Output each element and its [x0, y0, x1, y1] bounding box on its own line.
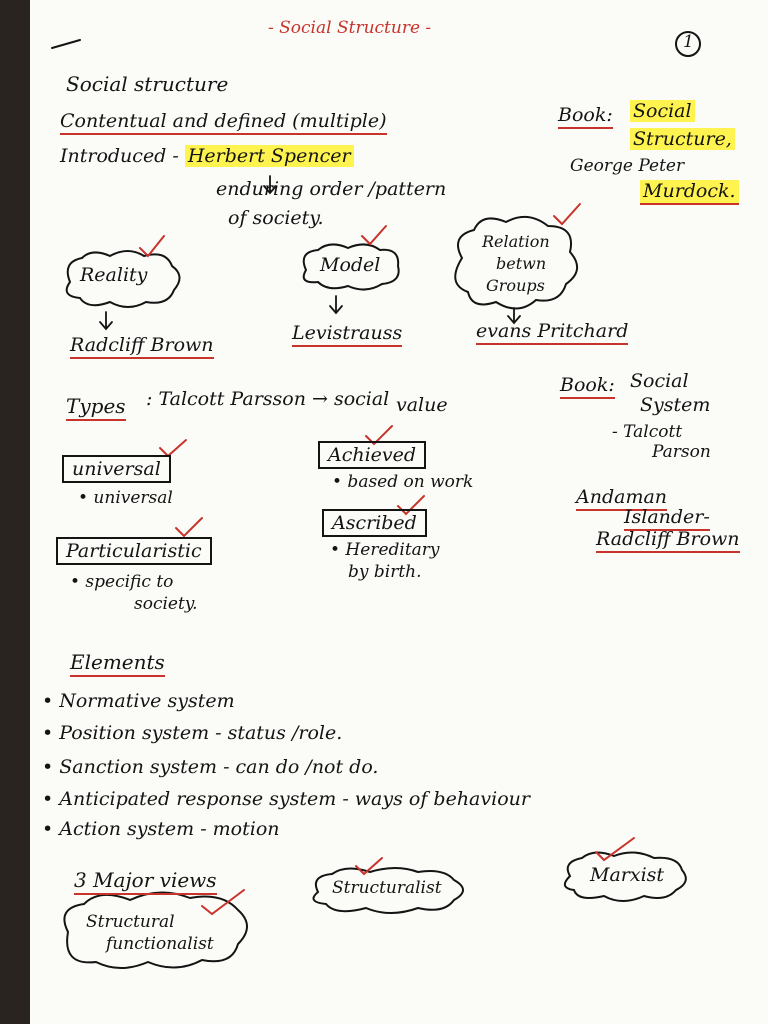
- element-item-2: • Position system - status /role.: [42, 722, 343, 744]
- element-item-4: • Anticipated response system - ways of behaviour: [42, 788, 530, 810]
- andaman-line3: Radcliff Brown: [596, 528, 740, 551]
- elements-heading: Elements: [70, 650, 165, 674]
- relation-line1: Relation: [482, 232, 550, 251]
- achieved-box: Achieved: [318, 444, 426, 467]
- universal-box: universal: [62, 458, 171, 481]
- particularistic-note-line2: society.: [134, 594, 198, 614]
- element-item-3: • Sanction system - can do /not do.: [42, 756, 379, 778]
- types-desc-line2: value: [396, 394, 448, 416]
- book-1-line4: Murdock.: [640, 180, 739, 203]
- notebook-page: [30, 0, 768, 1024]
- particularistic-box: Particularistic: [56, 540, 212, 563]
- intro-point-1: Contentual and defined (multiple): [60, 110, 387, 133]
- relation-line2: betwn: [496, 254, 547, 273]
- relation-line3: Groups: [486, 276, 545, 295]
- ascribed-note-line1: • Hereditary: [330, 540, 440, 560]
- book-1-line1: Social: [630, 100, 695, 123]
- types-heading: Types: [66, 394, 126, 418]
- spencer-definition-line1: enduring order /pattern: [216, 178, 447, 200]
- page-title-text: - Social Structure -: [268, 18, 432, 38]
- book-1-label: Book:: [558, 104, 613, 127]
- model-author: Levistrauss: [292, 322, 402, 345]
- book-1-line3: George Peter: [570, 156, 685, 176]
- andaman-line1: Andaman: [576, 486, 667, 509]
- structuralist-label: Structuralist: [332, 878, 442, 898]
- reality-author: Radcliff Brown: [70, 334, 214, 357]
- types-desc-line1: : Talcott Parsson → social: [146, 388, 390, 410]
- particularistic-note-line1: • specific to: [70, 572, 174, 592]
- element-item-1: • Normative system: [42, 690, 235, 712]
- major-views-heading: 3 Major views: [74, 868, 217, 892]
- structural-functionalist-line1: Structural: [86, 912, 175, 932]
- book-2-line2: System: [640, 394, 711, 416]
- page-title: [268, 18, 431, 38]
- book-2-line3: - Talcott: [612, 422, 683, 442]
- ascribed-note-line2: by birth.: [348, 562, 422, 582]
- spencer-definition-line2: of society.: [228, 207, 324, 229]
- ascribed-box: Ascribed: [322, 512, 427, 535]
- reality-label: Reality: [80, 264, 148, 286]
- book-1-line2: Structure,: [630, 128, 735, 151]
- universal-note: • universal: [78, 488, 173, 508]
- page-number: 1: [683, 32, 694, 52]
- model-label: Model: [320, 254, 381, 276]
- book-2-line4: Parson: [652, 442, 711, 462]
- achieved-note: • based on work: [332, 472, 474, 492]
- structural-functionalist-line2: functionalist: [106, 934, 214, 954]
- andaman-line2: Islander-: [624, 506, 710, 529]
- element-item-5: • Action system - motion: [42, 818, 280, 840]
- intro-point-2: Introduced - Herbert Spencer: [60, 145, 354, 168]
- intro-heading: Social structure: [66, 72, 229, 96]
- spencer-highlight: Herbert Spencer: [185, 145, 354, 167]
- relation-author: evans Pritchard: [476, 320, 628, 343]
- book-2-line1: Social: [630, 370, 689, 392]
- book-2-label: Book:: [560, 374, 615, 397]
- marxist-label: Marxist: [590, 864, 665, 886]
